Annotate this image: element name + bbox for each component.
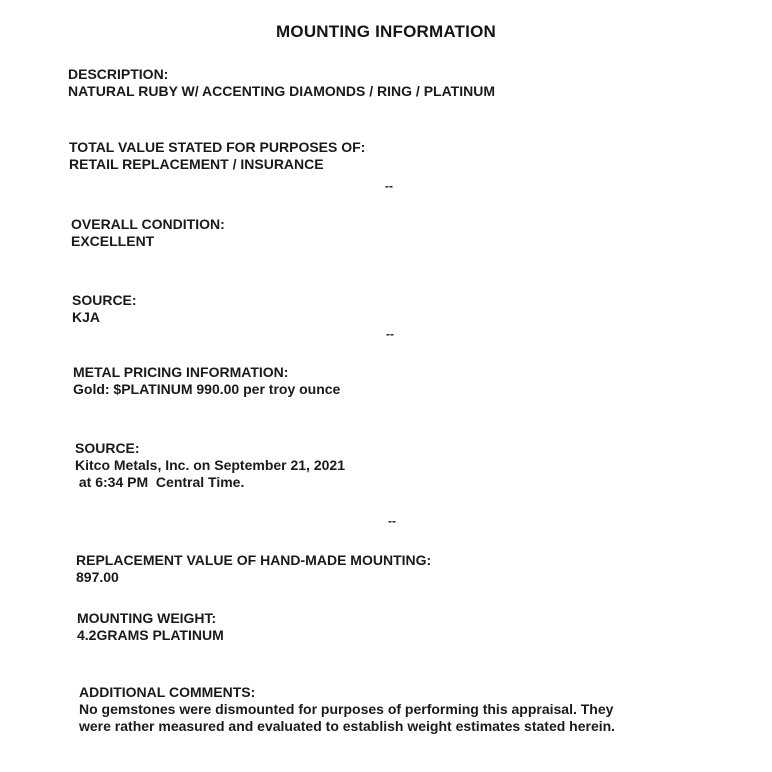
separator-dash: -- — [388, 514, 396, 528]
mounting-weight-value: 4.2GRAMS PLATINUM — [77, 627, 224, 643]
metal-pricing-value: Gold: $PLATINUM 990.00 per troy ounce — [73, 381, 341, 397]
total-value-section — [69, 139, 365, 173]
condition-value: EXCELLENT — [71, 233, 155, 249]
additional-comments-section — [79, 684, 615, 735]
separator-dash: -- — [386, 327, 394, 341]
description-value: NATURAL RUBY W/ ACCENTING DIAMONDS / RING / PLATINUM — [68, 83, 495, 99]
additional-comments-value-line2: were rather measured and evaluated to establish weight estimates stated herein. — [79, 718, 616, 734]
source-section — [72, 292, 137, 326]
condition-section — [71, 216, 225, 250]
condition-label: OVERALL CONDITION: — [71, 216, 225, 232]
pricing-source-value-line1: Kitco Metals, Inc. on September 21, 2021 — [75, 457, 345, 473]
source-value: KJA — [72, 309, 101, 325]
pricing-source-value-line2: at 6:34 PM Central Time. — [75, 474, 245, 490]
metal-pricing-label: METAL PRICING INFORMATION: — [73, 364, 289, 380]
separator-dash: -- — [385, 179, 393, 193]
description-label: DESCRIPTION: — [68, 66, 169, 82]
replacement-value-section — [76, 552, 431, 586]
page-title: MOUNTING INFORMATION — [276, 22, 496, 41]
pricing-source-section — [75, 440, 345, 491]
mounting-weight-section — [77, 610, 224, 644]
total-value-value: RETAIL REPLACEMENT / INSURANCE — [69, 156, 324, 172]
total-value-label: TOTAL VALUE STATED FOR PURPOSES OF: — [69, 139, 366, 155]
mounting-weight-label: MOUNTING WEIGHT: — [77, 610, 217, 626]
additional-comments-value-line1: No gemstones were dismounted for purposes of performing this appraisal. They — [79, 701, 614, 717]
pricing-source-label: SOURCE: — [75, 440, 140, 456]
description-section — [68, 66, 495, 100]
metal-pricing-section — [73, 364, 340, 398]
replacement-value-label: REPLACEMENT VALUE OF HAND-MADE MOUNTING: — [76, 552, 432, 568]
additional-comments-label: ADDITIONAL COMMENTS: — [79, 684, 256, 700]
source-label: SOURCE: — [72, 292, 137, 308]
replacement-value-value: 897.00 — [76, 569, 119, 585]
